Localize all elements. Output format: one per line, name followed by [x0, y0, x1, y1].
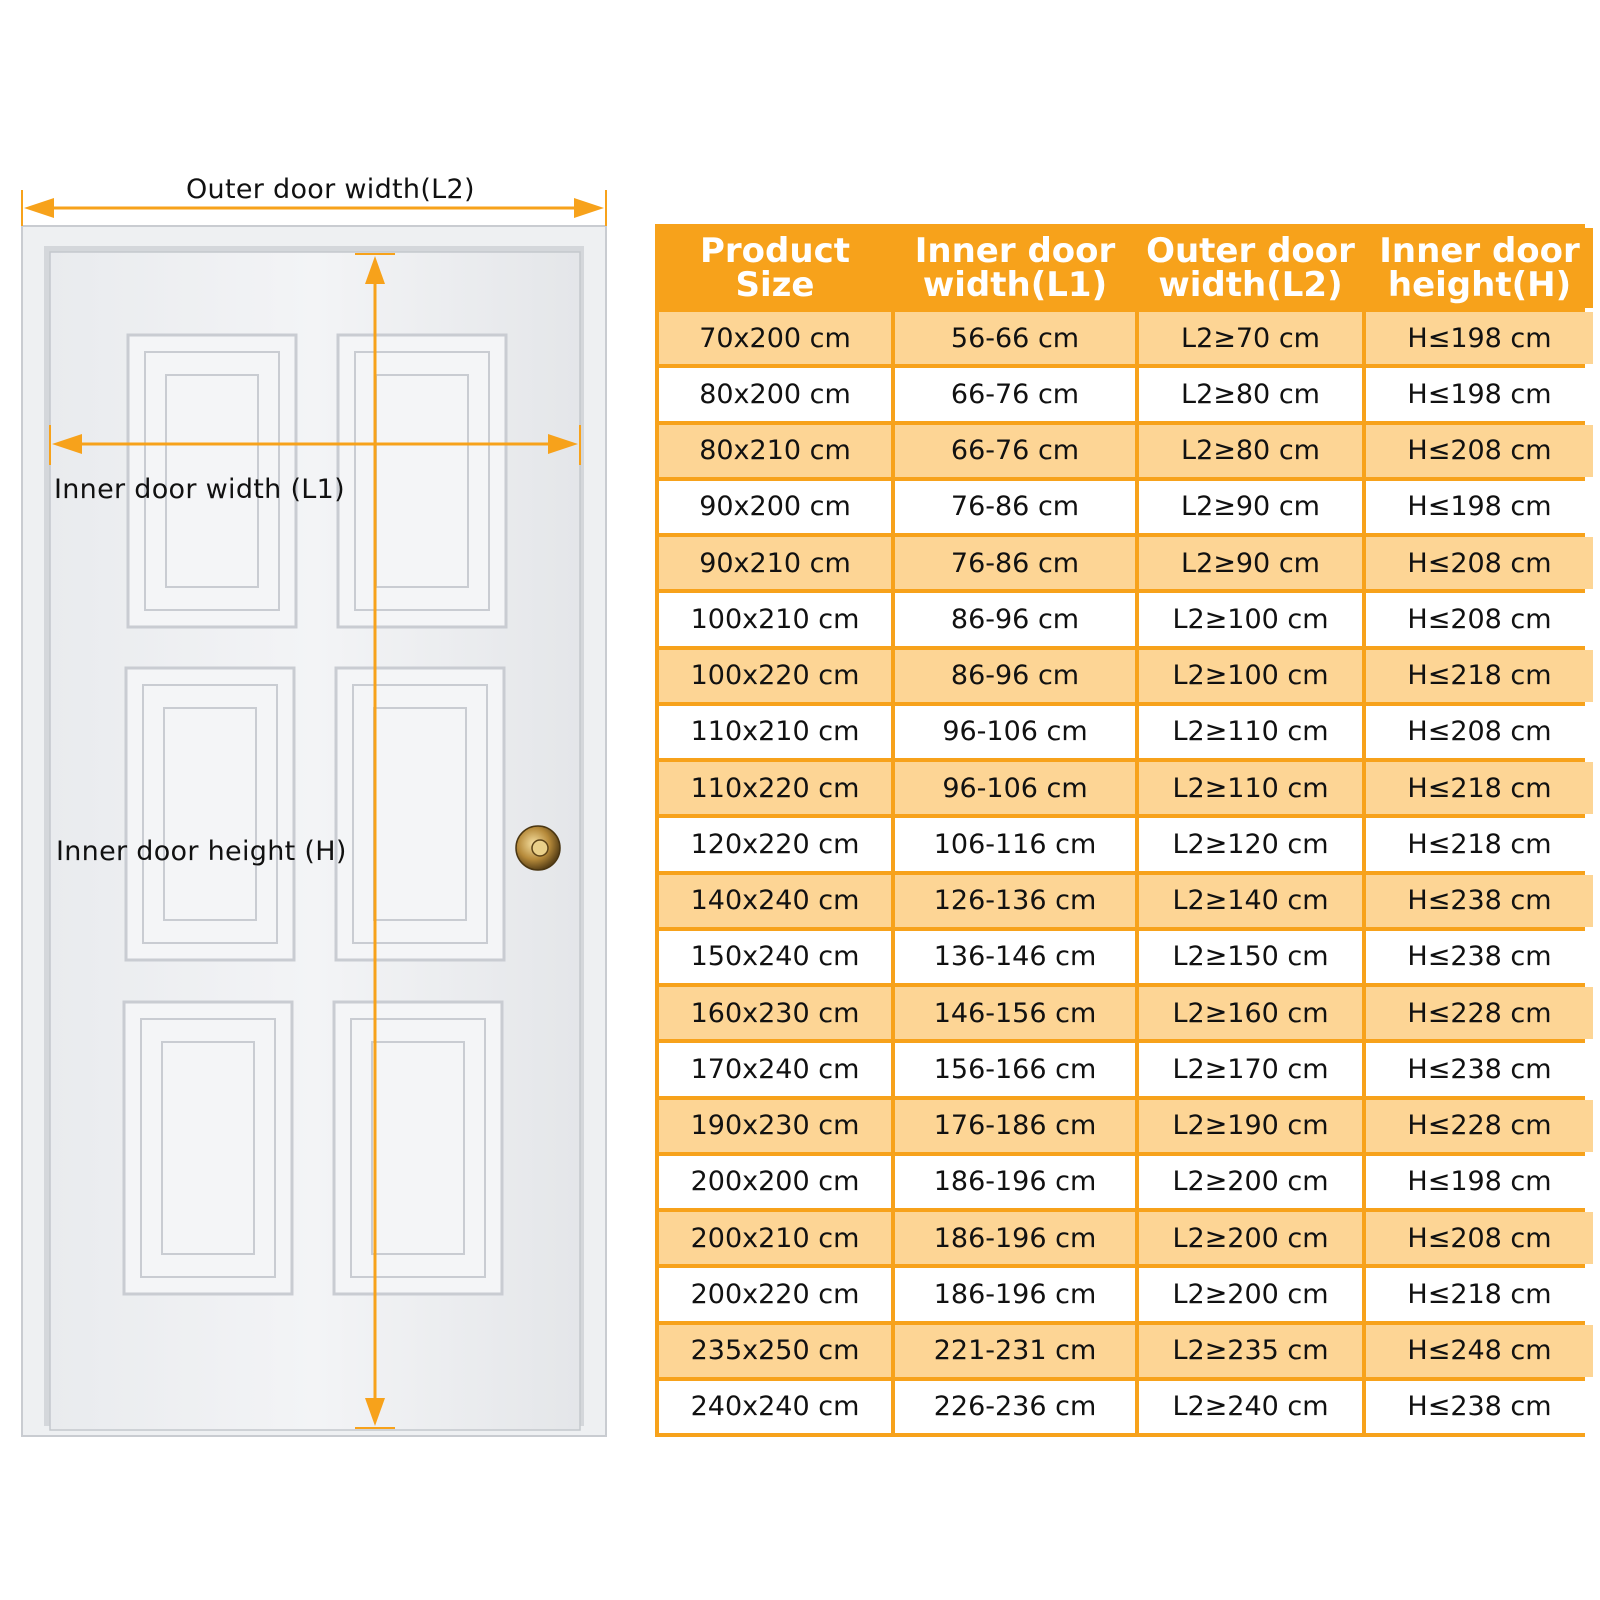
outer-width-cell: L2≥200 cm	[1139, 1268, 1362, 1320]
inner-width-cell: 156-166 cm	[895, 1043, 1135, 1095]
outer-width-cell: L2≥200 cm	[1139, 1156, 1362, 1208]
inner-height-cell: H≤228 cm	[1366, 987, 1593, 1039]
table-row	[659, 1043, 1593, 1095]
inner-width-cell: 76-86 cm	[895, 537, 1135, 589]
size-table	[655, 224, 1597, 1437]
door-illustration	[0, 0, 620, 1600]
product-size-cell: 170x240 cm	[659, 1043, 891, 1095]
outer-width-cell: L2≥140 cm	[1139, 875, 1362, 927]
inner-height-cell: H≤208 cm	[1366, 706, 1593, 758]
inner-height-cell: H≤208 cm	[1366, 1212, 1593, 1264]
inner-height-cell: H≤218 cm	[1366, 1268, 1593, 1320]
table-row	[659, 875, 1593, 927]
outer-width-cell: L2≥80 cm	[1139, 368, 1362, 420]
inner-height-cell: H≤208 cm	[1366, 537, 1593, 589]
product-size-cell: 80x210 cm	[659, 425, 891, 477]
product-size-cell: 100x210 cm	[659, 593, 891, 645]
inner-width-cell: 186-196 cm	[895, 1156, 1135, 1208]
outer-width-cell: L2≥200 cm	[1139, 1212, 1362, 1264]
outer-width-cell: L2≥170 cm	[1139, 1043, 1362, 1095]
outer-width-cell: L2≥80 cm	[1139, 425, 1362, 477]
product-size-cell: 200x220 cm	[659, 1268, 891, 1320]
table-row	[659, 312, 1593, 364]
table-row	[659, 931, 1593, 983]
table-row	[659, 368, 1593, 420]
inner-height-cell: H≤238 cm	[1366, 1043, 1593, 1095]
table-row	[659, 425, 1593, 477]
table-row	[659, 593, 1593, 645]
inner-width-cell: 176-186 cm	[895, 1100, 1135, 1152]
table-row	[659, 650, 1593, 702]
inner-height-cell: H≤208 cm	[1366, 593, 1593, 645]
product-size-cell: 150x240 cm	[659, 931, 891, 983]
product-size-cell: 160x230 cm	[659, 987, 891, 1039]
inner-height-cell: H≤248 cm	[1366, 1325, 1593, 1377]
inner-height-cell: H≤198 cm	[1366, 312, 1593, 364]
inner-width-cell: 86-96 cm	[895, 650, 1135, 702]
table-row	[659, 481, 1593, 533]
door-diagram	[0, 0, 620, 1600]
table-row	[659, 1268, 1593, 1320]
table-row	[659, 1100, 1593, 1152]
table-row	[659, 987, 1593, 1039]
inner-width-cell: 56-66 cm	[895, 312, 1135, 364]
product-size-cell: 190x230 cm	[659, 1100, 891, 1152]
product-size-cell: 110x210 cm	[659, 706, 891, 758]
inner-width-cell: 96-106 cm	[895, 706, 1135, 758]
outer-width-cell: L2≥190 cm	[1139, 1100, 1362, 1152]
inner-height-cell: H≤218 cm	[1366, 650, 1593, 702]
table-row	[659, 1212, 1593, 1264]
outer-width-cell: L2≥150 cm	[1139, 931, 1362, 983]
outer-width-cell: L2≥235 cm	[1139, 1325, 1362, 1377]
table-row	[659, 706, 1593, 758]
outer-door-width-label: Outer door width(L2)	[186, 174, 475, 205]
inner-width-cell: 126-136 cm	[895, 875, 1135, 927]
table-row	[659, 1381, 1593, 1433]
inner-width-cell: 106-116 cm	[895, 818, 1135, 870]
header-outer-door-width: Outer door width(L2)	[1139, 228, 1362, 308]
product-size-cell: 80x200 cm	[659, 368, 891, 420]
table-row	[659, 818, 1593, 870]
outer-width-cell: L2≥240 cm	[1139, 1381, 1362, 1433]
inner-width-cell: 186-196 cm	[895, 1212, 1135, 1264]
outer-width-cell: L2≥120 cm	[1139, 818, 1362, 870]
inner-height-cell: H≤218 cm	[1366, 818, 1593, 870]
outer-width-cell: L2≥90 cm	[1139, 537, 1362, 589]
header-inner-door-width: Inner door width(L1)	[895, 228, 1135, 308]
outer-width-cell: L2≥160 cm	[1139, 987, 1362, 1039]
inner-height-cell: H≤238 cm	[1366, 875, 1593, 927]
table-row	[659, 1156, 1593, 1208]
inner-height-cell: H≤208 cm	[1366, 425, 1593, 477]
table-row	[659, 1325, 1593, 1377]
product-size-cell: 200x210 cm	[659, 1212, 891, 1264]
table-row	[659, 762, 1593, 814]
product-size-cell: 120x220 cm	[659, 818, 891, 870]
product-size-cell: 110x220 cm	[659, 762, 891, 814]
product-size-cell: 90x200 cm	[659, 481, 891, 533]
header-inner-door-height: Inner door height(H)	[1366, 228, 1593, 308]
inner-width-cell: 186-196 cm	[895, 1268, 1135, 1320]
outer-width-cell: L2≥100 cm	[1139, 593, 1362, 645]
product-size-cell: 240x240 cm	[659, 1381, 891, 1433]
product-size-cell: 70x200 cm	[659, 312, 891, 364]
outer-width-cell: L2≥110 cm	[1139, 706, 1362, 758]
inner-width-cell: 221-231 cm	[895, 1325, 1135, 1377]
inner-width-cell: 66-76 cm	[895, 368, 1135, 420]
product-size-cell: 200x200 cm	[659, 1156, 891, 1208]
inner-door-height-label: Inner door height (H)	[56, 836, 347, 867]
outer-width-cell: L2≥70 cm	[1139, 312, 1362, 364]
door-knob-icon	[516, 826, 560, 870]
inner-width-cell: 226-236 cm	[895, 1381, 1135, 1433]
inner-height-cell: H≤238 cm	[1366, 931, 1593, 983]
inner-height-cell: H≤198 cm	[1366, 1156, 1593, 1208]
inner-width-cell: 96-106 cm	[895, 762, 1135, 814]
size-chart	[655, 224, 1585, 1437]
outer-width-cell: L2≥100 cm	[1139, 650, 1362, 702]
header-product-size: Product Size	[659, 228, 891, 308]
product-size-cell: 235x250 cm	[659, 1325, 891, 1377]
table-header-row	[659, 228, 1593, 308]
product-size-cell: 90x210 cm	[659, 537, 891, 589]
inner-width-cell: 86-96 cm	[895, 593, 1135, 645]
inner-height-cell: H≤238 cm	[1366, 1381, 1593, 1433]
inner-height-cell: H≤198 cm	[1366, 481, 1593, 533]
inner-width-cell: 76-86 cm	[895, 481, 1135, 533]
product-size-cell: 100x220 cm	[659, 650, 891, 702]
outer-width-cell: L2≥110 cm	[1139, 762, 1362, 814]
inner-height-cell: H≤198 cm	[1366, 368, 1593, 420]
inner-door-width-label: Inner door width (L1)	[54, 474, 345, 505]
table-row	[659, 537, 1593, 589]
inner-height-cell: H≤228 cm	[1366, 1100, 1593, 1152]
outer-width-cell: L2≥90 cm	[1139, 481, 1362, 533]
inner-width-cell: 146-156 cm	[895, 987, 1135, 1039]
inner-height-cell: H≤218 cm	[1366, 762, 1593, 814]
product-size-cell: 140x240 cm	[659, 875, 891, 927]
inner-width-cell: 66-76 cm	[895, 425, 1135, 477]
inner-width-cell: 136-146 cm	[895, 931, 1135, 983]
